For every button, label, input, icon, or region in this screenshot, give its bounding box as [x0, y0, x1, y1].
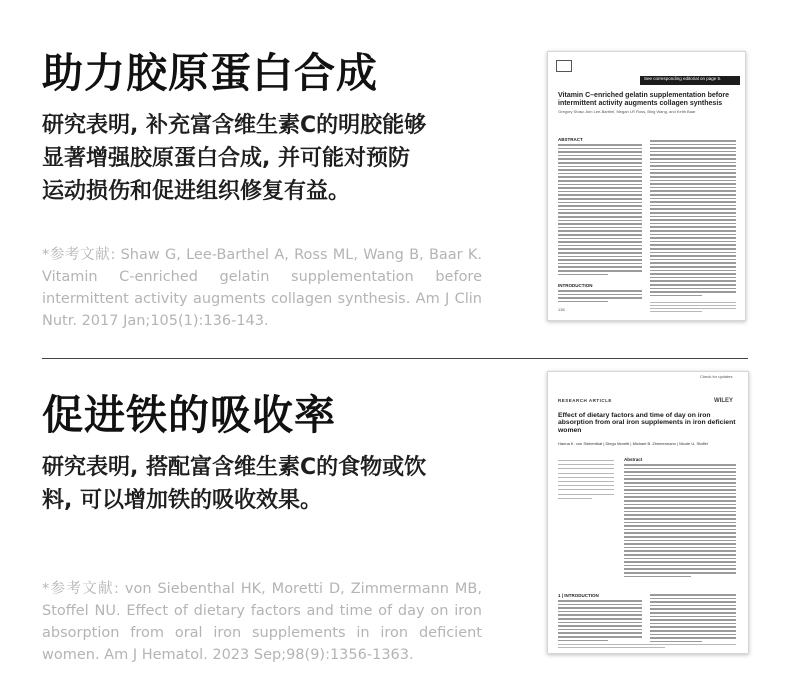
- section-title: 促进铁的吸收率: [42, 391, 336, 439]
- paper-text-line: [650, 291, 736, 293]
- paper-text-line: [624, 543, 736, 545]
- paper-page-number: 136: [558, 307, 565, 312]
- paper-text-line: [558, 148, 642, 150]
- paper-text-line: [558, 485, 614, 486]
- paper-text-line: [624, 532, 736, 534]
- paper-text-line: [558, 198, 642, 200]
- paper-text-line: [558, 622, 642, 624]
- paper-text-line: [624, 482, 736, 484]
- paper-text-line: [650, 219, 736, 221]
- check-updates-badge: Check for updates: [700, 374, 733, 379]
- paper-text-line: [650, 162, 736, 164]
- paper-text-line: [558, 223, 642, 225]
- paper-text-line: [650, 147, 736, 149]
- paper-text-line: [624, 468, 736, 470]
- publisher-logo: WILEY: [714, 398, 733, 404]
- paper-text-line: [650, 176, 736, 178]
- paper-text-line: [650, 144, 736, 146]
- section-collagen: [42, 50, 482, 332]
- paper-text-line: [624, 529, 736, 531]
- paper-text-line: [558, 274, 608, 276]
- paper-text-line: [650, 641, 702, 643]
- paper-text-line: [624, 568, 736, 570]
- paper-text-line: [650, 626, 736, 628]
- paper-text-line: [650, 165, 736, 167]
- paper-authors: Hanna K. von Siebenthal | Diego Moretti | Michael B. Zimmermann | Nicole U. Stoffel: [558, 441, 708, 446]
- paper-text-line: [558, 158, 642, 160]
- paper-text-line: [650, 234, 736, 236]
- paper-text-line: [650, 237, 736, 239]
- paper-text-line: [624, 565, 736, 567]
- paper-text-line: [650, 623, 736, 625]
- paper-text-line: [650, 288, 736, 290]
- paper-text-line: [558, 245, 642, 247]
- paper-text-line: [558, 489, 614, 490]
- paper-text-line: [558, 220, 642, 222]
- paper-text-line: [624, 507, 736, 509]
- paper-text-line: [650, 302, 736, 303]
- paper-text-line: [650, 262, 736, 264]
- paper-text-line: [558, 494, 614, 495]
- paper-text-line: [558, 169, 642, 171]
- paper-text-line: [650, 187, 736, 189]
- paper-text-line: [558, 644, 736, 645]
- section-body-line: 研究表明, 补充富含维生素C的明胶能够: [42, 113, 427, 139]
- paper-text-line: [650, 305, 736, 306]
- paper-text-line: [558, 632, 642, 634]
- paper-text-line: [558, 629, 642, 631]
- paper-text-line: [650, 241, 736, 243]
- paper-text-line: [558, 477, 614, 478]
- paper-text-line: [558, 611, 642, 613]
- paper-text-line: [650, 205, 736, 207]
- paper-text-line: [558, 238, 642, 240]
- section-title: 助力胶原蛋白合成: [42, 49, 378, 97]
- paper-text-line: [558, 600, 642, 602]
- paper-text-line: [558, 464, 614, 465]
- paper-text-line: [650, 630, 736, 632]
- paper-text-line: [558, 625, 642, 627]
- paper-text-line: [624, 511, 736, 513]
- paper-text-line: [624, 536, 736, 538]
- paper-text-line: [650, 608, 736, 610]
- paper-section-label: RESEARCH ARTICLE: [558, 398, 612, 403]
- paper-text-line: [624, 493, 736, 495]
- paper-text-line: [624, 550, 736, 552]
- paper-text-line: [650, 619, 736, 621]
- paper-text-line: [650, 594, 736, 596]
- paper-text-line: [624, 540, 736, 542]
- paper-text-line: [650, 183, 736, 185]
- paper-text-line: [558, 270, 642, 272]
- paper-text-line: [650, 248, 736, 250]
- paper-text-line: [650, 158, 736, 160]
- paper-text-line: [650, 605, 736, 607]
- paper-text-line: [558, 194, 642, 196]
- paper-text-line: [650, 616, 736, 618]
- paper-text-line: [558, 234, 642, 236]
- paper-text-line: [558, 212, 642, 214]
- paper-banner-text: See corresponding editorial on page 5.: [644, 76, 722, 81]
- paper-title: Effect of dietary factors and time of day on iron absorption from oral iron supplements in iron deficient women: [558, 412, 736, 434]
- section-body-line: 研究表明, 搭配富含维生素C的食物或饮: [42, 455, 427, 481]
- paper-text-line: [650, 612, 736, 614]
- paper-text-line: [558, 301, 608, 303]
- paper-text-line: [650, 190, 736, 192]
- paper-text-line: [558, 290, 642, 292]
- paper-text-line: [650, 172, 736, 174]
- paper-text-line: [558, 230, 642, 232]
- paper-text-line: [650, 169, 736, 171]
- paper-text-line: [558, 604, 642, 606]
- paper-text-line: [558, 184, 642, 186]
- paper-text-line: [558, 640, 608, 642]
- paper-text-line: [650, 277, 736, 279]
- paper-text-line: [558, 614, 642, 616]
- paper-text-line: [624, 561, 736, 563]
- paper-text-line: [558, 248, 642, 250]
- paper-text-line: [558, 241, 642, 243]
- paper-text-line: [558, 647, 665, 648]
- paper-text-line: [624, 504, 736, 506]
- section-body-line: 显著增强胶原蛋白合成, 并可能对预防: [42, 146, 411, 172]
- paper-text-line: [650, 198, 736, 200]
- paper-text-line: [650, 266, 736, 268]
- paper-text-line: [650, 598, 736, 600]
- paper-text-line: [650, 140, 736, 142]
- paper-text-line: [558, 216, 642, 218]
- paper-text-line: [650, 252, 736, 254]
- paper-text-line: [624, 486, 736, 488]
- paper-text-line: [558, 202, 642, 204]
- paper-text-line: [624, 464, 736, 466]
- paper-thumbnail-collagen: [547, 51, 746, 321]
- paper-text-line: [624, 489, 736, 491]
- section-body-line: 料, 可以增加铁的吸收效果。: [42, 488, 323, 514]
- paper-text-line: [558, 155, 642, 157]
- paper-thumbnail-iron: [547, 371, 749, 654]
- paper-text-line: [650, 311, 702, 312]
- paper-text-line: [558, 162, 642, 164]
- paper-text-line: [650, 230, 736, 232]
- paper-text-line: [558, 294, 642, 296]
- paper-text-line: [558, 209, 642, 211]
- paper-abstract-heading: ABSTRACT: [558, 137, 583, 142]
- paper-text-line: [558, 191, 642, 193]
- paper-text-line: [650, 212, 736, 214]
- paper-logo-icon: [556, 60, 572, 72]
- section-body-line: 运动损伤和促进组织修复有益。: [42, 179, 351, 205]
- paper-text-line: [650, 295, 702, 297]
- paper-text-line: [650, 208, 736, 210]
- paper-text-line: [650, 216, 736, 218]
- paper-text-line: [558, 297, 642, 299]
- paper-text-line: [650, 194, 736, 196]
- paper-text-line: [558, 180, 642, 182]
- paper-text-line: [650, 154, 736, 156]
- paper-text-line: [558, 473, 614, 474]
- paper-text-line: [624, 554, 736, 556]
- paper-text-line: [650, 259, 736, 261]
- paper-text-line: [558, 266, 642, 268]
- paper-text-line: [650, 151, 736, 153]
- paper-text-line: [650, 223, 736, 225]
- paper-text-line: [624, 514, 736, 516]
- section-divider: [42, 358, 748, 359]
- paper-text-line: [558, 187, 642, 189]
- paper-text-line: [624, 558, 736, 560]
- reference-citation: *参考文献: Shaw G, Lee-Barthel A, Ross ML, Wang B, Baar K. Vitamin C-enriched gelatin supplementation before intermittent activity augments collagen synthesis. Am J Clin Nutr. 2017 Jan;105(1):136-143.: [42, 247, 482, 330]
- paper-text-line: [558, 481, 614, 482]
- paper-text-line: [650, 308, 736, 309]
- paper-text-line: [624, 500, 736, 502]
- paper-text-line: [650, 180, 736, 182]
- paper-text-line: [624, 572, 736, 574]
- paper-text-line: [624, 525, 736, 527]
- paper-text-line: [558, 166, 642, 168]
- paper-text-line: [558, 173, 642, 175]
- paper-text-line: [558, 144, 642, 146]
- paper-text-line: [650, 634, 736, 636]
- paper-text-line: [624, 478, 736, 480]
- paper-title: Vitamin C–enriched gelatin supplementation before intermittent activity augments collagen synthesis: [558, 92, 730, 107]
- paper-text-line: [558, 252, 642, 254]
- paper-text-line: [650, 284, 736, 286]
- paper-text-line: [558, 227, 642, 229]
- paper-text-line: [650, 244, 736, 246]
- paper-intro-heading: 1 | INTRODUCTION: [558, 593, 599, 598]
- paper-text-line: [558, 176, 642, 178]
- paper-text-line: [650, 255, 736, 257]
- paper-text-line: [558, 618, 642, 620]
- paper-text-line: [624, 576, 691, 578]
- paper-text-line: [650, 201, 736, 203]
- paper-text-line: [624, 496, 736, 498]
- paper-intro-heading: INTRODUCTION: [558, 283, 593, 288]
- paper-text-line: [624, 471, 736, 473]
- paper-authors: Gregory Shaw, Ann Lee-Barthel, Megan LR Ross, Bing Wang, and Keith Baar: [558, 109, 696, 114]
- paper-text-line: [650, 270, 736, 272]
- paper-text-line: [650, 637, 736, 639]
- paper-text-line: [558, 498, 592, 499]
- paper-abstract-heading: Abstract: [624, 457, 643, 462]
- paper-text-line: [558, 607, 642, 609]
- paper-text-line: [558, 263, 642, 265]
- section-iron: [42, 392, 482, 666]
- paper-text-line: [558, 205, 642, 207]
- paper-text-line: [650, 280, 736, 282]
- paper-text-line: [650, 273, 736, 275]
- reference-citation: *参考文献: von Siebenthal HK, Moretti D, Zimmermann MB, Stoffel NU. Effect of dietary factors and time of day on iron absorption from oral iron supplements in iron deficient women. Am J Hematol. 2023 Sep;98(9):1356-1363.: [42, 581, 482, 664]
- paper-text-line: [558, 468, 614, 469]
- paper-text-line: [650, 601, 736, 603]
- paper-text-line: [624, 522, 736, 524]
- paper-text-line: [558, 256, 642, 258]
- paper-text-line: [624, 547, 736, 549]
- paper-text-line: [558, 460, 614, 461]
- paper-text-line: [558, 636, 642, 638]
- paper-text-line: [558, 259, 642, 261]
- paper-text-line: [624, 518, 736, 520]
- paper-text-line: [624, 475, 736, 477]
- paper-text-line: [558, 151, 642, 153]
- paper-text-line: [650, 226, 736, 228]
